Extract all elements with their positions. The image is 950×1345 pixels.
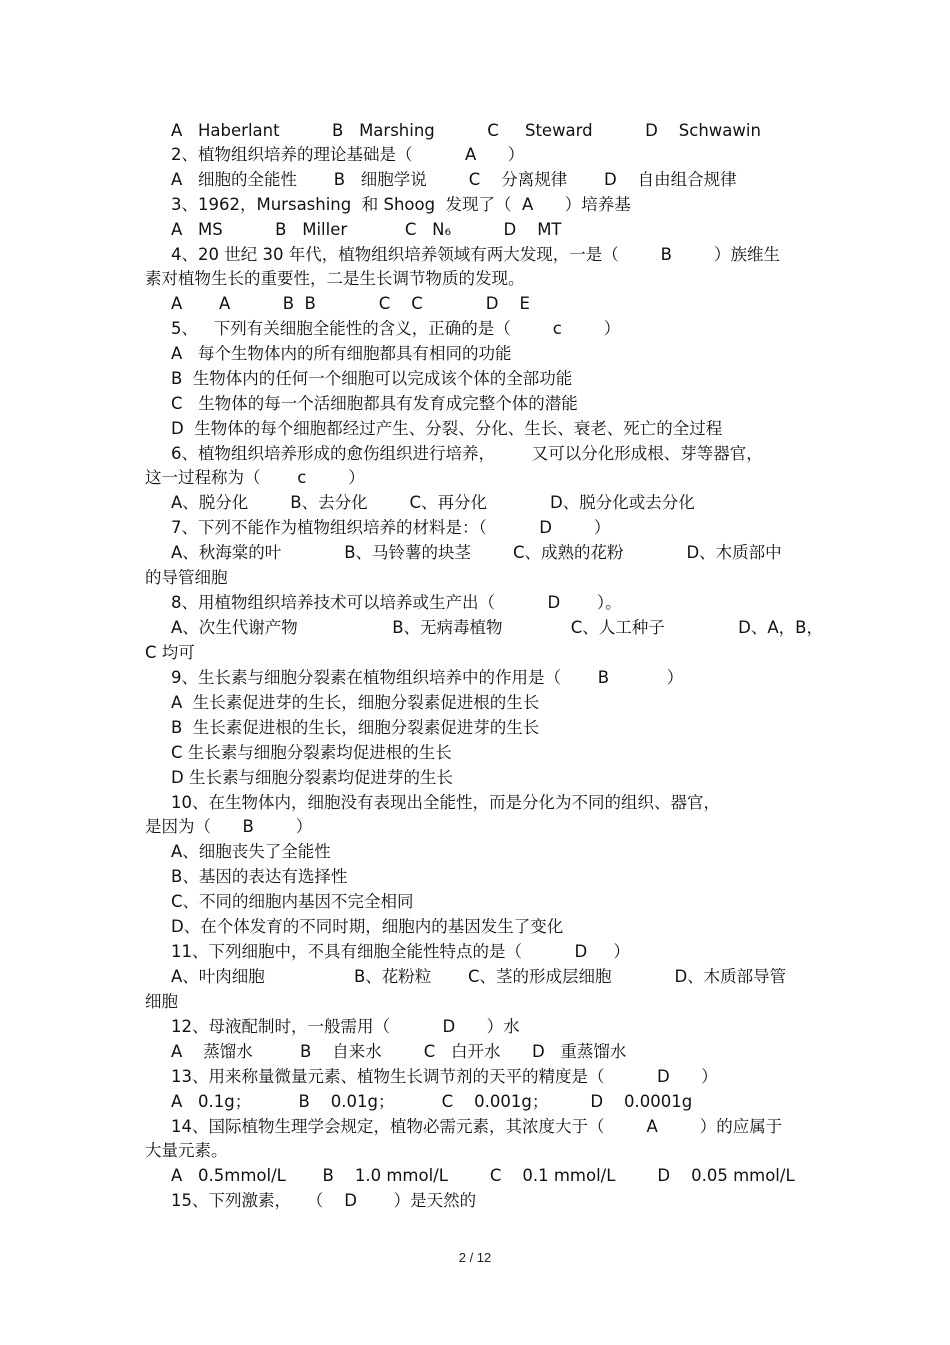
text-line: A MS B Miller C N₆ D MT — [171, 220, 562, 239]
text-line: A、细胞丧失了全能性 — [171, 842, 331, 861]
text-line: A 0.1g； B 0.01g； C 0.001g； D 0.0001g — [171, 1092, 693, 1111]
question-line: 7、下列不能作为植物组织培养的材料是：（ D ） — [171, 518, 611, 537]
question-line: 4、20 世纪 30 年代，植物组织培养领域有两大发现，一是（ B ）族维生 — [171, 245, 780, 264]
text-line: A 每个生物体内的所有细胞都具有相同的功能 — [171, 344, 512, 363]
question-line: 13、用来称量微量元素、植物生长调节剂的天平的精度是（ D ） — [171, 1067, 718, 1086]
text-line: 的导管细胞 — [145, 568, 228, 587]
question-line: 15、下列激素， （ D ）是天然的 — [171, 1191, 477, 1210]
text-line: B 生长素促进根的生长，细胞分裂素促进芽的生长 — [171, 718, 540, 737]
text-line: A 生长素促进芽的生长，细胞分裂素促进根的生长 — [171, 693, 540, 712]
text-line: C 生物体的每一个活细胞都具有发育成完整个体的潜能 — [171, 394, 578, 413]
text-line: 是因为（ B ） — [145, 817, 313, 836]
text-line: A、脱分化 B、去分化 C、再分化 D、脱分化或去分化 — [171, 493, 695, 512]
page-number: 2 / 12 — [458, 1250, 492, 1265]
text-line: A 0.5mmol/L B 1.0 mmol/L C 0.1 mmol/L D 0.05 mmol/L — [171, 1166, 795, 1185]
text-line: A、次生代谢产物 B、无病毒植物 C、人工种子 D、A，B， — [171, 618, 823, 637]
question-line: 11、下列细胞中，不具有细胞全能性特点的是（ D ） — [171, 942, 630, 961]
text-line: B、基因的表达有选择性 — [171, 867, 348, 886]
question-line: 6、植物组织培养形成的愈伤组织进行培养， 又可以分化形成根、芽等器官， — [171, 444, 763, 463]
text-line: A 蒸馏水 B 自来水 C 白开水 D 重蒸馏水 — [171, 1042, 627, 1061]
text-line: C 生长素与细胞分裂素均促进根的生长 — [171, 743, 452, 762]
question-line: 14、国际植物生理学会规定，植物必需元素，其浓度大于（ A ）的应属于 — [171, 1117, 783, 1136]
text-line: 素对植物生长的重要性，二是生长调节物质的发现。 — [145, 269, 525, 288]
text-line: 大量元素。 — [145, 1141, 228, 1160]
question-line: 2、植物组织培养的理论基础是（ A ） — [171, 145, 525, 164]
question-line: 10、在生物体内，细胞没有表现出全能性，而是分化为不同的组织、器官， — [171, 793, 720, 812]
text-line: A、叶肉细胞 B、花粉粒 C、茎的形成层细胞 D、木质部导管 — [171, 967, 787, 986]
question-line: 3、1962，Mursashing 和 Shoog 发现了（ A ）培养基 — [171, 195, 631, 214]
question-line: 5、 下列有关细胞全能性的含义，正确的是（ c ） — [171, 319, 621, 338]
question-line: 9、生长素与细胞分裂素在植物组织培养中的作用是（ B ） — [171, 668, 684, 687]
text-line: 这一过程称为（ c ） — [145, 468, 365, 487]
text-line: A Haberlant B Marshing C Steward D Schwawin — [171, 121, 761, 140]
text-line: 细胞 — [145, 992, 178, 1011]
text-line: C 均可 — [145, 643, 195, 662]
text-line: D 生长素与细胞分裂素均促进芽的生长 — [171, 768, 453, 787]
question-line: 8、用植物组织培养技术可以培养或生产出（ D ）。 — [171, 593, 622, 612]
text-line: D、在个体发育的不同时期，细胞内的基因发生了变化 — [171, 917, 564, 936]
text-line: A、秋海棠的叶 B、马铃薯的块茎 C、成熟的花粉 D、木质部中 — [171, 543, 782, 562]
text-line: B 生物体内的任何一个细胞可以完成该个体的全部功能 — [171, 369, 573, 388]
text-line: C、不同的细胞内基因不完全相同 — [171, 892, 414, 911]
text-line: A 细胞的全能性 B 细胞学说 C 分离规律 D 自由组合规律 — [171, 170, 737, 189]
question-line: 12、母液配制时，一般需用（ D ）水 — [171, 1017, 520, 1036]
text-line: A A B B C C D E — [171, 294, 530, 313]
text-line: D 生物体的每个细胞都经过产生、分裂、分化、生长、衰老、死亡的全过程 — [171, 419, 723, 438]
